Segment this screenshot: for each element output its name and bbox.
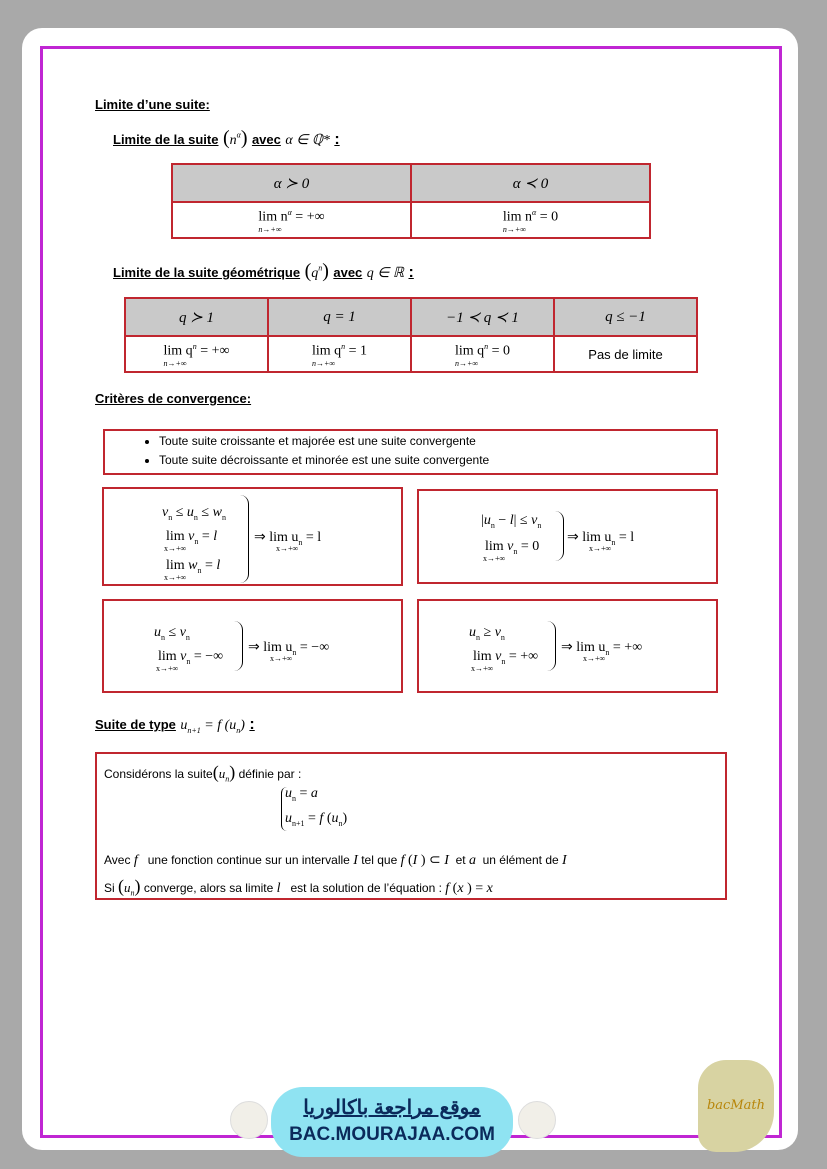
sub-label: x→+∞ (583, 654, 606, 663)
theorem-plus-inf (417, 599, 718, 693)
section-title-limite: Limite d’une suite: (95, 97, 210, 112)
alpha-exp: α (236, 130, 241, 140)
geo-cell-2 (268, 336, 411, 372)
alpha-table (171, 163, 651, 239)
text: Avec (104, 853, 131, 867)
rhs: ⇒ lim u (248, 640, 293, 655)
eq-lim-v: $\lim v_n$ = +∞ (473, 649, 539, 666)
footer-site[interactable]: BAC.MOURAJAA.COM (289, 1124, 495, 1145)
colon: : (334, 131, 340, 148)
text: Si (104, 881, 115, 895)
lim-value: = +∞ (295, 209, 325, 225)
geo-cell-1 (125, 336, 268, 372)
lim-value: = +∞ (200, 343, 230, 359)
eq-lim-v: $\lim v_n$ = −∞ (158, 649, 224, 666)
geo-cell-4: Pas de limite (554, 336, 697, 372)
brace-icon (555, 511, 564, 561)
recurrence-line-2: Si $(u_n)$ converge, alors sa limite l est la solution de l’équation : f (x ) = x (104, 876, 493, 898)
alpha-cell-neg (411, 202, 650, 238)
geo-header-1: q ≻ 1 (125, 298, 268, 336)
lim-label: lim n (502, 209, 533, 225)
text: et (455, 853, 466, 867)
alpha-header-neg: α ≺ 0 (411, 164, 650, 202)
system-line-1: $u_n = a$ (285, 786, 318, 803)
alpha-seq: n (229, 133, 237, 148)
value: = +∞ (612, 640, 643, 655)
lim-sub: n→+∞ (311, 358, 336, 368)
lim-exp: n (341, 342, 346, 352)
value: = l (305, 530, 322, 545)
alpha-condition: α ∈ ℚ* (285, 133, 330, 148)
logo-left-icon (230, 1101, 268, 1139)
geo-header-3: −1 ≺ q ≺ 1 (411, 298, 554, 336)
alpha-cell-pos (172, 202, 411, 238)
footer-arabic: موقع مراجعة باكالوريا (303, 1097, 481, 1119)
eq-conclusion: ⇒ $\lim u_n = l$ (254, 530, 322, 547)
paren-close: ) (322, 260, 329, 282)
text: tel que (361, 853, 398, 867)
sub-label: x→+∞ (164, 573, 187, 582)
eq-conclusion: ⇒ $\lim u_n$ = −∞ (248, 640, 330, 657)
bacmath-logo: bacMath (698, 1060, 774, 1152)
lim-value: = 1 (348, 343, 368, 359)
lim-value: = 0 (539, 209, 559, 225)
lim-sub: n→+∞ (454, 358, 479, 368)
lim-exp: n (484, 342, 489, 352)
subsection-alpha-title: Limite de la suite (113, 132, 219, 147)
text: un élément de (482, 853, 559, 867)
lim-exp: α (287, 208, 292, 218)
lim-value: = 0 (491, 343, 511, 359)
geo-condition: q ∈ ℝ (366, 266, 405, 281)
lim-exp: n (192, 342, 197, 352)
lim-sub: n→+∞ (502, 224, 526, 234)
eq-ineq: $v_n \le u_n \le w_n$ (162, 505, 226, 522)
brace-icon (240, 495, 249, 583)
subsection-geo-title: Limite de la suite géométrique (113, 265, 301, 280)
bullet-box (103, 429, 718, 475)
geo-header-2: q = 1 (268, 298, 411, 336)
lim-exp: α (532, 208, 537, 218)
bullet-item: • Toute suite croissante et majorée est une suite convergente (159, 432, 716, 451)
text: une fonction continue sur un intervalle (147, 853, 350, 867)
footer-banner[interactable] (271, 1087, 513, 1157)
theorem-minus-inf (102, 599, 403, 693)
rest: = f (u (204, 718, 237, 733)
eq-lim-v: $\lim v_n = l$ (166, 529, 218, 546)
geo-header-4: q ≤ −1 (554, 298, 697, 336)
geo-exp: n (318, 263, 323, 273)
bullet-item: • Toute suite décroissante et minorée est une suite convergente (159, 451, 716, 470)
sub-label: x→+∞ (276, 544, 299, 553)
recurrence-box (95, 752, 727, 900)
eq-ineq: $u_n \le v_n$ (154, 625, 190, 642)
section-title-type (95, 716, 255, 735)
system-line-2: $u_{n+1} = f$ $(u_n)$ (285, 811, 348, 828)
geo-table (124, 297, 698, 373)
u: u (180, 718, 188, 733)
brace-left-icon (281, 787, 287, 831)
eq-conclusion: ⇒ $\lim u_n = l$ (567, 530, 635, 547)
lim-sub: n→+∞ (258, 224, 282, 234)
sub-label: x→+∞ (589, 544, 612, 553)
sub-label: x→+∞ (156, 664, 179, 673)
colon: : (249, 716, 255, 733)
alpha-header-pos: α ≻ 0 (172, 164, 411, 202)
brace-icon (547, 621, 556, 671)
eq-lim-w: $\lim w_n = l$ (166, 558, 221, 575)
text: est la solution de l’équation : (290, 881, 442, 895)
value: = 0 (520, 539, 540, 554)
colon: : (408, 264, 414, 281)
paren-open: ( (304, 260, 312, 282)
intro-text: Considérons la suite (104, 767, 213, 781)
section-title-criteres: Critères de convergence: (95, 391, 252, 406)
rhs: ⇒ lim u (561, 640, 606, 655)
theorem-abs (417, 489, 718, 584)
alpha-avec: avec (251, 132, 281, 147)
lim-label: lim q (311, 343, 342, 359)
subsection-geo (113, 260, 414, 283)
eq-lim-v: $\lim v_n = 0$ (485, 539, 540, 556)
lim-label: lim q (454, 343, 485, 359)
geo-cell-3 (411, 336, 554, 372)
eq-abs: $|u_n - l| \le v_n$ (481, 513, 542, 530)
sub-label: x→+∞ (483, 554, 506, 563)
text: converge, alors sa limite (143, 881, 274, 895)
theorem-gendarmes (102, 487, 403, 586)
lim-label: lim n (258, 209, 288, 225)
defined-text: définie par : (238, 767, 302, 781)
paren-open: ( (222, 127, 230, 149)
sub-label: x→+∞ (270, 654, 293, 663)
sub-label: x→+∞ (471, 664, 494, 673)
rhs: ⇒ lim u (567, 530, 612, 545)
type-title: Suite de type (95, 717, 176, 732)
value: = −∞ (299, 640, 330, 655)
sub-label: x→+∞ (164, 544, 187, 553)
recurrence-intro: Considérons la $suite(u_n)$ définie par : (104, 762, 302, 784)
logo-right-icon (518, 1101, 556, 1139)
recurrence-line-1: Avec f une fonction continue sur un intervalle I tel que f (I ) ⊂ I et a un élément de I (104, 853, 567, 868)
eq-ineq: $u_n \ge v_n$ (469, 625, 505, 642)
lim-sub: n→+∞ (163, 358, 187, 368)
geo-seq: q (311, 266, 319, 281)
paren-close: ) (240, 127, 248, 149)
bullet-list (105, 431, 716, 470)
value: = l (618, 530, 635, 545)
geo-avec: avec (333, 265, 363, 280)
eq-conclusion: ⇒ $\lim u_n$ = +∞ (561, 640, 643, 657)
rhs: ⇒ lim u (254, 530, 299, 545)
lim-label: lim q (163, 343, 193, 359)
subsection-alpha (113, 127, 340, 150)
type-eq: $u_{n+1} = f$ $(u_n)$ (180, 718, 245, 735)
brace-icon (234, 621, 243, 671)
